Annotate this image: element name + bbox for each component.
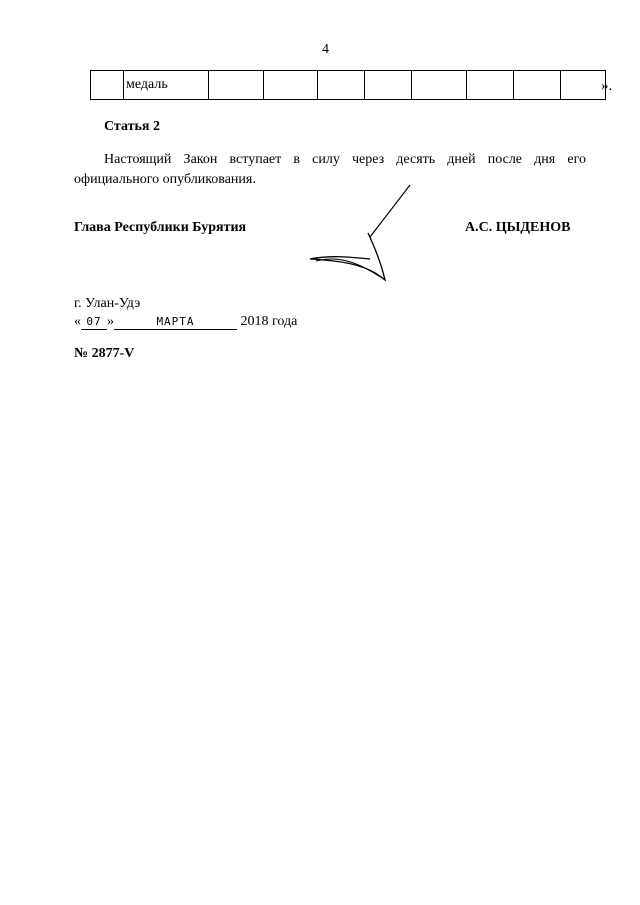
table-cell-medal: медаль	[124, 71, 209, 100]
table-cell-empty	[209, 71, 264, 100]
table-cell-empty	[412, 71, 467, 100]
handwritten-signature	[300, 175, 420, 290]
date-open-quote: «	[74, 314, 81, 329]
document-number: № 2877-V	[74, 346, 135, 361]
table-cell-empty	[264, 71, 318, 100]
date-year: 2018 года	[240, 314, 298, 329]
city: г. Улан-Удэ	[74, 296, 141, 311]
page-number: 4	[322, 42, 329, 57]
table-cell-empty	[318, 71, 365, 100]
table-cell-empty	[514, 71, 561, 100]
closing-quote: ».	[601, 78, 613, 94]
table-cell-empty	[467, 71, 514, 100]
article-title: Статья 2	[104, 119, 160, 134]
table-cell-empty	[91, 71, 124, 100]
date-month: МАРТА	[114, 314, 237, 330]
date-line	[74, 314, 297, 330]
signatory-title: Глава Республики Бурятия	[74, 220, 247, 235]
table-row	[91, 71, 606, 100]
date-close-quote: »	[107, 314, 114, 329]
table-cell-empty	[561, 71, 606, 100]
article-text: Настоящий Закон вступает в силу через десять дней после дня его официального опубликования.	[74, 152, 586, 187]
date-day: 07	[81, 314, 107, 330]
signatory-name: А.С. ЦЫДЕНОВ	[465, 220, 571, 235]
award-table	[90, 70, 606, 100]
table-cell-empty	[365, 71, 412, 100]
